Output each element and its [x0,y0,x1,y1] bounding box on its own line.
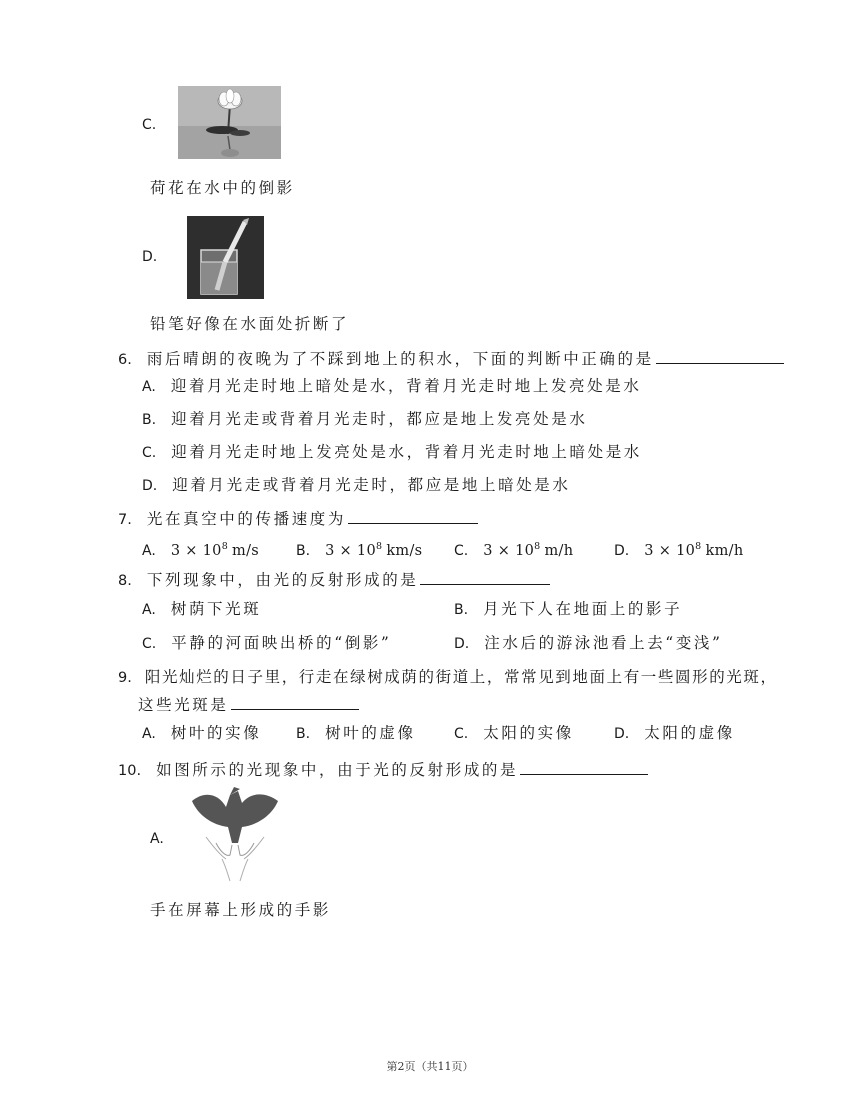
option-b [142,409,587,430]
question-8 [118,570,550,591]
option-label: C. [454,726,469,742]
option-a [142,376,641,397]
option-text: 太阳的实像 [483,724,574,742]
question-text: 如图所示的光现象中，由于光的反射形成的是 [156,761,519,779]
option-caption: 荷花在水中的倒影 [150,179,295,197]
question-text: 这些光斑是 [138,696,229,714]
option-text: 树荫下光斑 [170,600,262,618]
pencil-in-water-image [187,216,264,299]
lotus-reflection-image [178,86,281,159]
option-d [614,537,743,561]
option-a [142,599,261,620]
answer-blank [520,773,648,775]
option-caption: 铅笔好像在水面处折断了 [150,315,350,333]
question-number: 9. [118,670,132,686]
option-label: A. [142,543,156,559]
option-label: D. [454,636,470,652]
option-label: A. [142,726,156,742]
option-text: 月光下人在地面上的影子 [483,600,683,618]
question-6 [118,349,784,370]
option-label: C. [142,636,157,652]
question-number: 7. [118,512,132,528]
option-text: 树叶的虚像 [325,724,416,742]
option-label: D. [614,726,630,742]
option-text: 迎着月光走或背着月光走时，都应是地上发亮处是水 [171,410,588,428]
question-text: 光在真空中的传播速度为 [146,510,347,528]
question-number: 6. [118,352,132,368]
answer-blank [656,362,784,364]
option-c [454,537,573,561]
option-label: B. [454,602,469,618]
option-label: D. [142,249,158,265]
option-text: 迎着月光走或背着月光走时，都应是地上暗处是水 [172,476,571,494]
hand-shadow-image [186,785,284,883]
option-value: $3 \times 10^8$ m/h [483,541,574,559]
option-c [142,633,391,654]
option-value: $3 \times 10^8$ km/h [644,541,744,559]
option-text: 太阳的虚像 [644,724,735,742]
option-label: C. [142,445,157,461]
option-label: B. [296,726,311,742]
option-label: C. [142,117,157,133]
question-number: 10. [118,763,142,779]
option-a [142,723,261,744]
question-text: 雨后晴朗的夜晚为了不踩到地上的积水，下面的判断中正确的是 [146,350,654,368]
option-b [454,599,682,620]
option-text: 树叶的实像 [170,724,262,742]
answer-blank [420,583,550,585]
option-value: $3 \times 10^8$ km/s [325,541,423,559]
option-text: 平静的河面映出桥的“倒影” [171,634,392,652]
question-10 [118,760,648,781]
option-c [454,723,574,744]
option-a [142,537,259,561]
question-9 [118,667,778,688]
option-text: 迎着月光走时地上暗处是水，背着月光走时地上发亮处是水 [170,377,642,395]
option-text: 迎着月光走时地上发亮处是水，背着月光走时地上暗处是水 [171,443,642,461]
option-d [454,633,723,654]
option-label: B. [142,412,157,428]
question-text: 下列现象中，由光的反射形成的是 [146,571,419,589]
option-label: B. [296,543,311,559]
option-label: C. [454,543,469,559]
option-d [614,723,735,744]
option-c [142,442,642,463]
option-caption: 手在屏幕上形成的手影 [150,901,332,919]
option-d [142,475,571,496]
option-label: D. [614,543,630,559]
answer-blank [348,522,478,524]
option-b [296,537,422,561]
option-label: A. [150,831,164,847]
question-7 [118,509,478,530]
answer-blank [231,708,359,710]
option-label: D. [142,478,158,494]
page-footer: 第2页（共11页） [386,1060,474,1073]
question-text: 阳光灿烂的日子里，行走在绿树成荫的街道上，常常见到地面上有一些圆形的光斑， [144,668,778,686]
question-number: 8. [118,573,132,589]
option-label: A. [142,379,156,395]
option-label: A. [142,602,156,618]
option-b [296,723,416,744]
option-value: $3 \times 10^8$ m/s [170,541,260,559]
question-9-line-2 [138,695,359,715]
option-text: 注水后的游泳池看上去“变浅” [484,634,723,652]
